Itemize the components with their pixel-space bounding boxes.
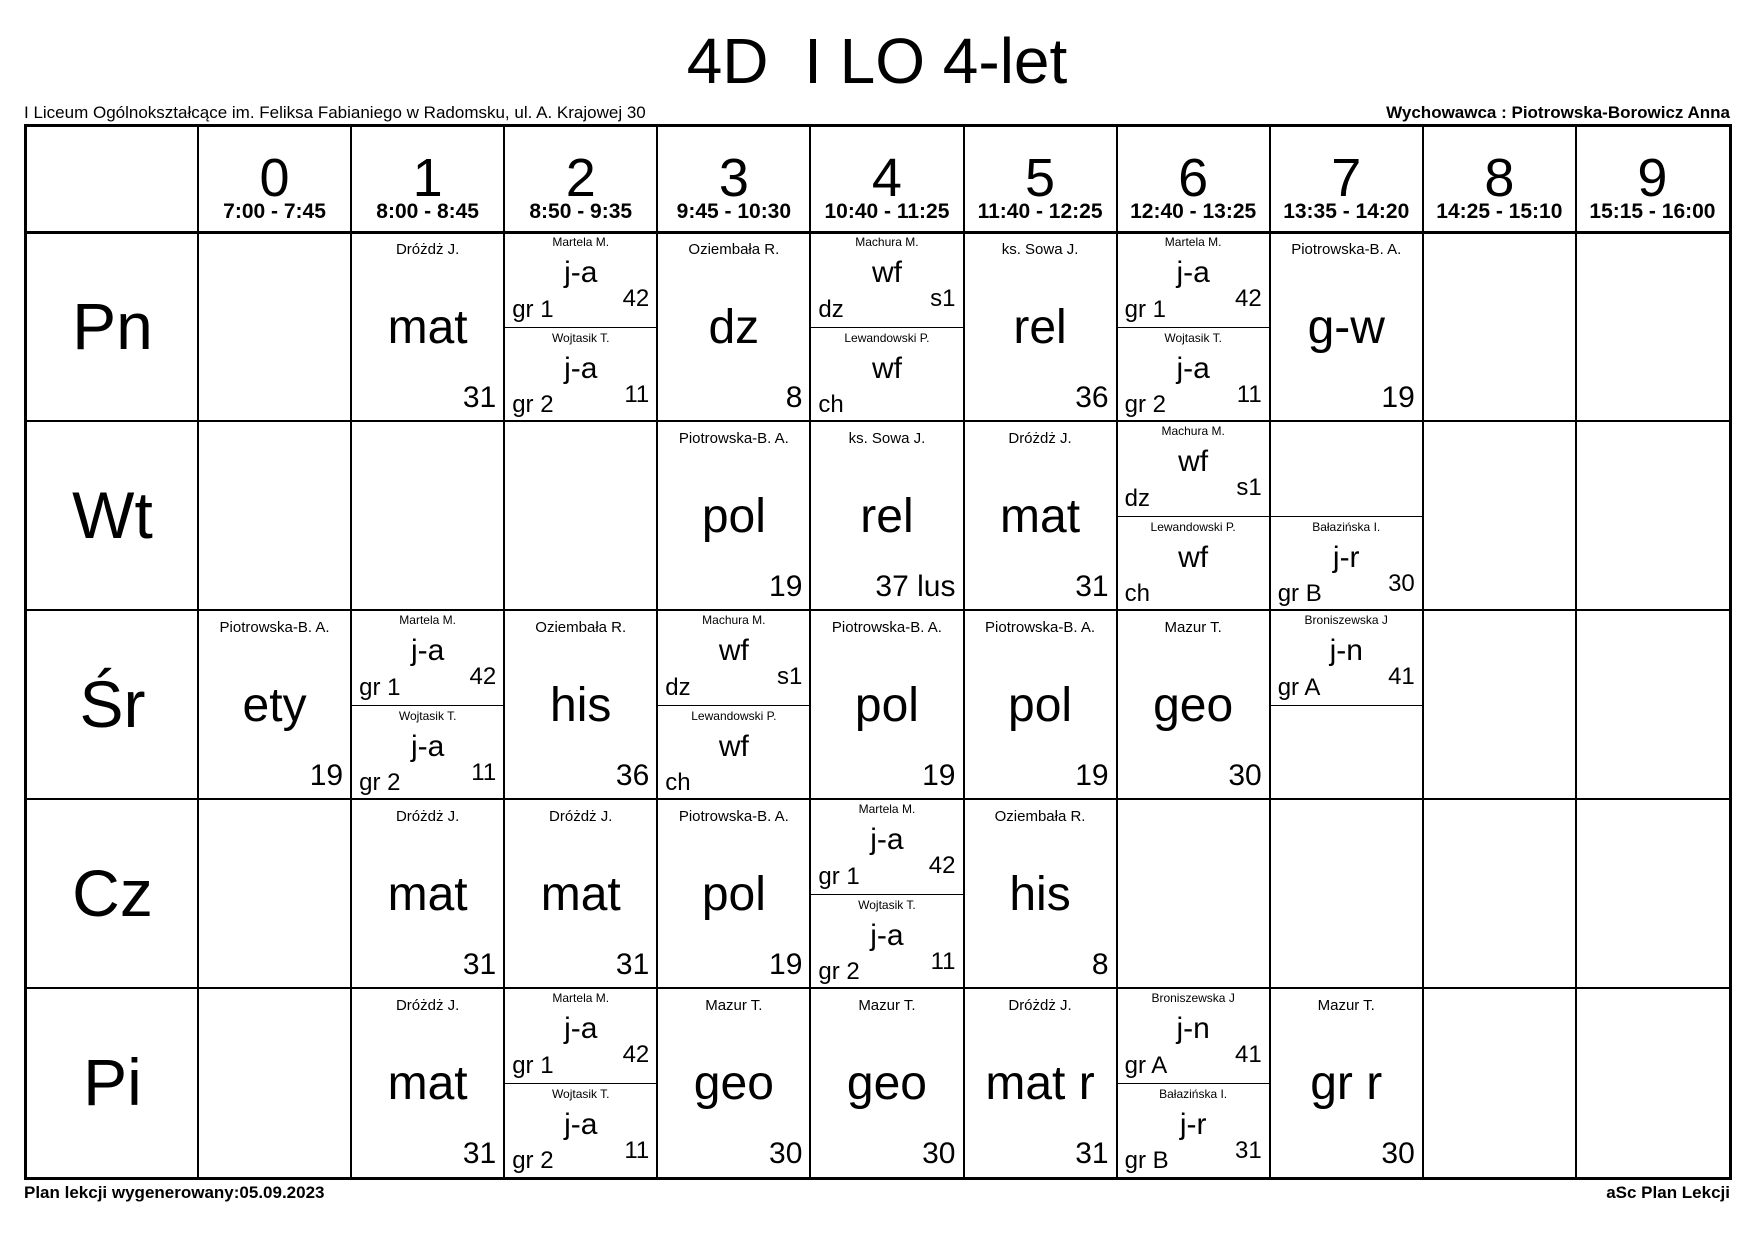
lesson-teacher: Wojtasik T. [551, 1086, 610, 1101]
lesson-room: s1 [1236, 474, 1262, 501]
lesson-subject: j-a [564, 351, 598, 385]
lesson-group-label: gr 1 [1124, 295, 1166, 323]
lesson-subject: wf [718, 634, 749, 667]
lesson-room: 8 [785, 381, 803, 414]
lesson-subject: mat [540, 868, 621, 921]
lesson-room: 31 [1075, 1137, 1109, 1170]
lesson-teacher: Bałazińska I. [1312, 519, 1381, 534]
period-time: 8:50 - 9:35 [529, 200, 633, 223]
lesson-subject: mat [1000, 490, 1081, 543]
lesson-cell [810, 232, 963, 421]
lesson-room: 36 [615, 759, 650, 792]
lesson-room: 30 [1381, 1137, 1415, 1170]
lesson-subject: rel [860, 490, 914, 543]
lesson-cell [351, 799, 504, 988]
period-number: 8 [1484, 148, 1515, 208]
grid-line [1575, 127, 1577, 1177]
lesson-teacher: Broniszewska J [1304, 613, 1388, 627]
lesson-subject: g-w [1307, 301, 1385, 354]
lesson-room: 37 lus [875, 570, 956, 603]
period-header-4 [810, 127, 963, 232]
lesson-cell [810, 421, 963, 610]
lesson-subject: dz [708, 301, 760, 354]
lesson-cell [198, 610, 351, 799]
day-label: Cz [72, 856, 153, 930]
lesson-subject: j-a [564, 1107, 598, 1141]
lesson-subject: wf [1178, 445, 1209, 478]
page-title: 4D I LO 4-let [686, 25, 1068, 97]
lesson-room: 19 [769, 948, 803, 981]
lesson-subject: ety [242, 679, 307, 732]
lesson-group-label: gr B [1124, 1147, 1169, 1174]
lesson-group [1117, 327, 1270, 423]
lesson-teacher: Martela M. [552, 235, 610, 249]
lesson-group-label: gr 2 [512, 1147, 554, 1174]
period-time: 11:40 - 12:25 [977, 200, 1103, 223]
period-number: 1 [412, 148, 443, 208]
lesson-teacher: ks. Sowa J. [848, 430, 926, 447]
lesson-subject: pol [854, 679, 919, 732]
lesson-room: 30 [1228, 759, 1262, 792]
lesson-cell [810, 799, 963, 988]
lesson-cell [504, 610, 657, 799]
lesson-cell [1270, 988, 1423, 1177]
lesson-group [810, 894, 963, 990]
lesson-teacher: Oziembała R. [994, 808, 1086, 825]
lesson-teacher: Martela M. [858, 802, 916, 816]
lesson-room: 30 [922, 1137, 956, 1170]
lesson-teacher: Wojtasik T. [551, 330, 610, 345]
lesson-group-label: ch [1124, 580, 1150, 607]
lesson-room: 41 [1388, 663, 1415, 690]
lesson-group [351, 610, 504, 705]
lesson-group [504, 327, 657, 423]
period-time: 12:40 - 13:25 [1130, 200, 1257, 223]
lesson-cell [504, 799, 657, 988]
generated-date: Plan lekcji wygenerowany:05.09.2023 [24, 1183, 325, 1202]
period-number: 9 [1637, 148, 1668, 208]
lesson-teacher: Martela M. [399, 613, 456, 627]
lesson-cell [964, 421, 1117, 610]
lesson-cell [964, 988, 1117, 1177]
lesson-group [1117, 232, 1270, 327]
lesson-group [504, 988, 657, 1083]
lesson-cell [964, 610, 1117, 799]
lesson-teacher: Machura M. [702, 613, 766, 627]
lesson-room: s1 [930, 285, 956, 312]
lesson-group-label: gr 1 [512, 295, 554, 323]
lesson-subject: wf [871, 351, 902, 385]
lesson-group-label: gr 1 [359, 673, 401, 701]
lesson-cell [1270, 232, 1423, 421]
lesson-group-label: gr 2 [359, 769, 401, 796]
lesson-cell [657, 232, 810, 421]
lesson-room: 31 [462, 1137, 497, 1170]
lesson-cell [1270, 610, 1423, 799]
lesson-group [657, 705, 810, 801]
lesson-room: 31 [615, 948, 650, 981]
lesson-teacher: ks. Sowa J. [1001, 241, 1079, 258]
lesson-teacher: Piotrowska-B. A. [985, 619, 1096, 636]
lesson-room: 42 [1234, 285, 1262, 312]
lesson-teacher: Piotrowska-B. A. [678, 808, 789, 825]
lesson-teacher: Martela M. [552, 991, 610, 1005]
period-number: 4 [871, 148, 902, 208]
lesson-teacher: Bałazińska I. [1159, 1086, 1228, 1101]
lesson-cell [504, 232, 657, 421]
lesson-teacher: Piotrowska-B. A. [219, 619, 330, 636]
lesson-group-label: gr 2 [512, 391, 554, 418]
lesson-cell [657, 421, 810, 610]
lesson-teacher: Wojtasik T. [398, 708, 457, 723]
lesson-group [810, 232, 963, 327]
lesson-group [1117, 516, 1270, 612]
lesson-group [1117, 988, 1270, 1083]
lesson-group [351, 705, 504, 801]
lesson-room: 31 [462, 381, 497, 414]
lesson-subject: j-n [1176, 1012, 1210, 1045]
lesson-group-label: gr 2 [818, 958, 860, 985]
lesson-teacher: Lewandowski P. [691, 708, 777, 723]
period-time: 9:45 - 10:30 [676, 200, 792, 223]
lesson-subject: pol [701, 868, 766, 921]
period-number: 7 [1331, 148, 1362, 208]
period-time: 8:00 - 8:45 [376, 200, 479, 223]
lesson-room: 11 [624, 380, 650, 408]
period-number: 5 [1025, 148, 1056, 208]
lesson-room: 11 [471, 758, 497, 786]
lesson-subject: geo [846, 1057, 927, 1110]
lesson-group [810, 799, 963, 894]
lesson-teacher: Mazur T. [858, 997, 916, 1014]
lesson-teacher: Dróżdż J. [395, 241, 460, 258]
lesson-room: 42 [469, 663, 497, 690]
lesson-subject: wf [871, 256, 902, 289]
lesson-teacher: Piotrowska-B. A. [678, 430, 789, 447]
lesson-cell [964, 799, 1117, 988]
software-name: aSc Plan Lekcji [1606, 1183, 1730, 1202]
lesson-group-label: gr B [1277, 580, 1322, 607]
lesson-room: 30 [1388, 569, 1415, 597]
lesson-cell [964, 232, 1117, 421]
lesson-room: 19 [309, 759, 344, 792]
lesson-room: 19 [1381, 381, 1415, 414]
lesson-teacher: Dróżdż J. [395, 808, 460, 825]
lesson-teacher: Wojtasik T. [1164, 330, 1222, 345]
period-header-8 [1423, 127, 1576, 232]
class-tutor: Wychowawca : Piotrowska-Borowicz Anna [1386, 103, 1730, 122]
lesson-cell [351, 232, 504, 421]
lesson-group-label: dz [1124, 484, 1150, 512]
lesson-subject: j-a [870, 918, 904, 952]
lesson-group [810, 327, 963, 423]
lesson-teacher: Piotrowska-B. A. [1291, 241, 1402, 258]
lesson-group [1270, 516, 1423, 612]
period-time: 14:25 - 15:10 [1436, 200, 1563, 223]
lesson-teacher: Broniszewska J [1151, 991, 1235, 1005]
period-header-0 [198, 127, 351, 232]
lesson-teacher: Oziembała R. [688, 241, 780, 258]
lesson-teacher: Dróżdż J. [1008, 997, 1072, 1014]
lesson-teacher: Oziembała R. [535, 619, 627, 636]
lesson-subject: mat [387, 868, 468, 921]
period-header-1 [351, 127, 504, 232]
lesson-subject: j-r [1332, 540, 1360, 574]
period-header-3 [657, 127, 810, 232]
lesson-group-label: gr A [1277, 673, 1321, 701]
lesson-room: 36 [1075, 381, 1109, 414]
lesson-subject: j-a [1176, 256, 1210, 289]
lesson-group-label: dz [818, 295, 844, 323]
lesson-teacher: Lewandowski P. [1150, 519, 1236, 534]
lesson-group-label: gr 2 [1124, 391, 1166, 418]
lesson-room: 42 [928, 852, 956, 879]
period-number: 6 [1178, 148, 1209, 208]
lesson-subject: geo [1153, 679, 1234, 732]
lesson-subject: rel [1013, 301, 1067, 354]
lesson-group [1117, 1083, 1270, 1179]
lesson-group-label: dz [665, 673, 691, 701]
lesson-teacher: Lewandowski P. [844, 330, 930, 345]
day-label: Śr [79, 667, 146, 741]
lesson-subject: geo [693, 1057, 774, 1110]
day-label: Wt [72, 478, 153, 552]
day-label: Pn [72, 289, 153, 363]
lesson-subject: j-a [564, 1012, 598, 1045]
lesson-teacher: Dróżdż J. [1008, 430, 1072, 447]
period-time: 10:40 - 11:25 [824, 200, 950, 223]
lesson-group-label: gr 1 [818, 862, 860, 890]
lesson-cell [657, 610, 810, 799]
lesson-teacher: Mazur T. [705, 997, 763, 1014]
lesson-group [1270, 610, 1423, 705]
lesson-cell [810, 988, 963, 1177]
lesson-room: 11 [930, 947, 956, 975]
lesson-group [657, 610, 810, 705]
lesson-cell [1270, 421, 1423, 610]
lesson-subject: mat [387, 301, 468, 354]
lesson-subject: j-a [410, 729, 445, 763]
lesson-cell [657, 988, 810, 1177]
lesson-teacher: Mazur T. [1164, 619, 1222, 636]
lesson-cell [1117, 988, 1270, 1177]
lesson-group [504, 1083, 657, 1179]
lesson-cell [810, 610, 963, 799]
lesson-subject: pol [701, 490, 766, 543]
lesson-cell [1117, 421, 1270, 610]
lesson-room: 11 [624, 1136, 650, 1164]
period-number: 3 [718, 148, 749, 208]
lesson-teacher: Dróżdż J. [395, 997, 460, 1014]
lesson-teacher: Piotrowska-B. A. [831, 619, 942, 636]
lesson-group-label: ch [665, 769, 691, 796]
lesson-subject: j-a [870, 823, 904, 856]
lesson-subject: wf [1178, 540, 1209, 574]
lesson-group-label: ch [818, 391, 844, 418]
lesson-teacher: Mazur T. [1317, 997, 1375, 1014]
timetable-grid [24, 124, 1732, 1180]
lesson-room: 31 [1075, 570, 1109, 603]
period-time: 15:15 - 16:00 [1589, 200, 1716, 223]
lesson-room: 41 [1234, 1041, 1262, 1068]
lesson-teacher: Machura M. [1161, 424, 1225, 438]
lesson-group [1270, 421, 1423, 516]
period-header-2 [504, 127, 657, 232]
period-header-7 [1270, 127, 1423, 232]
lesson-group [504, 232, 657, 327]
period-header-5 [964, 127, 1117, 232]
lesson-subject: j-a [564, 256, 598, 289]
day-label: Pi [83, 1045, 142, 1119]
lesson-subject: j-n [1329, 634, 1363, 667]
lesson-group [1270, 705, 1423, 801]
lesson-room: 42 [622, 285, 650, 312]
period-header-6 [1117, 127, 1270, 232]
lesson-room: 31 [462, 948, 497, 981]
lesson-room: 8 [1091, 948, 1109, 981]
lesson-teacher: Wojtasik T. [858, 897, 916, 912]
lesson-room: 19 [922, 759, 956, 792]
lesson-subject: j-a [410, 634, 445, 667]
lesson-cell [657, 799, 810, 988]
lesson-subject: pol [1008, 679, 1073, 732]
period-number: 0 [259, 148, 290, 208]
period-number: 2 [565, 148, 596, 208]
lesson-room: 11 [1236, 380, 1262, 408]
lesson-subject: j-a [1176, 351, 1210, 385]
lesson-room: 30 [769, 1137, 803, 1170]
lesson-room: 31 [1234, 1136, 1262, 1164]
lesson-group-label: gr 1 [512, 1051, 554, 1079]
lesson-teacher: Dróżdż J. [549, 808, 613, 825]
lesson-cell [351, 610, 504, 799]
lesson-subject: his [550, 679, 612, 732]
lesson-cell [1117, 610, 1270, 799]
lesson-group [1117, 421, 1270, 516]
lesson-subject: j-r [1179, 1107, 1207, 1141]
period-time: 13:35 - 14:20 [1283, 200, 1410, 223]
lesson-room: s1 [777, 663, 803, 690]
lesson-subject: gr r [1310, 1057, 1383, 1110]
lesson-subject: his [1009, 868, 1071, 921]
period-time: 7:00 - 7:45 [223, 200, 326, 223]
lesson-subject: wf [718, 729, 749, 763]
lesson-subject: mat [387, 1057, 468, 1110]
lesson-cell [504, 988, 657, 1177]
lesson-cell [351, 988, 504, 1177]
lesson-room: 19 [769, 570, 803, 603]
school-name: I Liceum Ogólnokształcące im. Feliksa Fabianiego w Radomsku, ul. A. Krajowej 30 [24, 103, 646, 122]
lesson-teacher: Machura M. [855, 235, 919, 249]
lesson-teacher: Martela M. [1164, 235, 1222, 249]
lesson-room: 19 [1075, 759, 1109, 792]
lesson-room: 42 [622, 1041, 650, 1068]
lesson-cell [1117, 232, 1270, 421]
period-header-9 [1576, 127, 1729, 232]
lesson-group-label: gr A [1124, 1051, 1168, 1079]
lesson-subject: mat r [985, 1057, 1095, 1110]
